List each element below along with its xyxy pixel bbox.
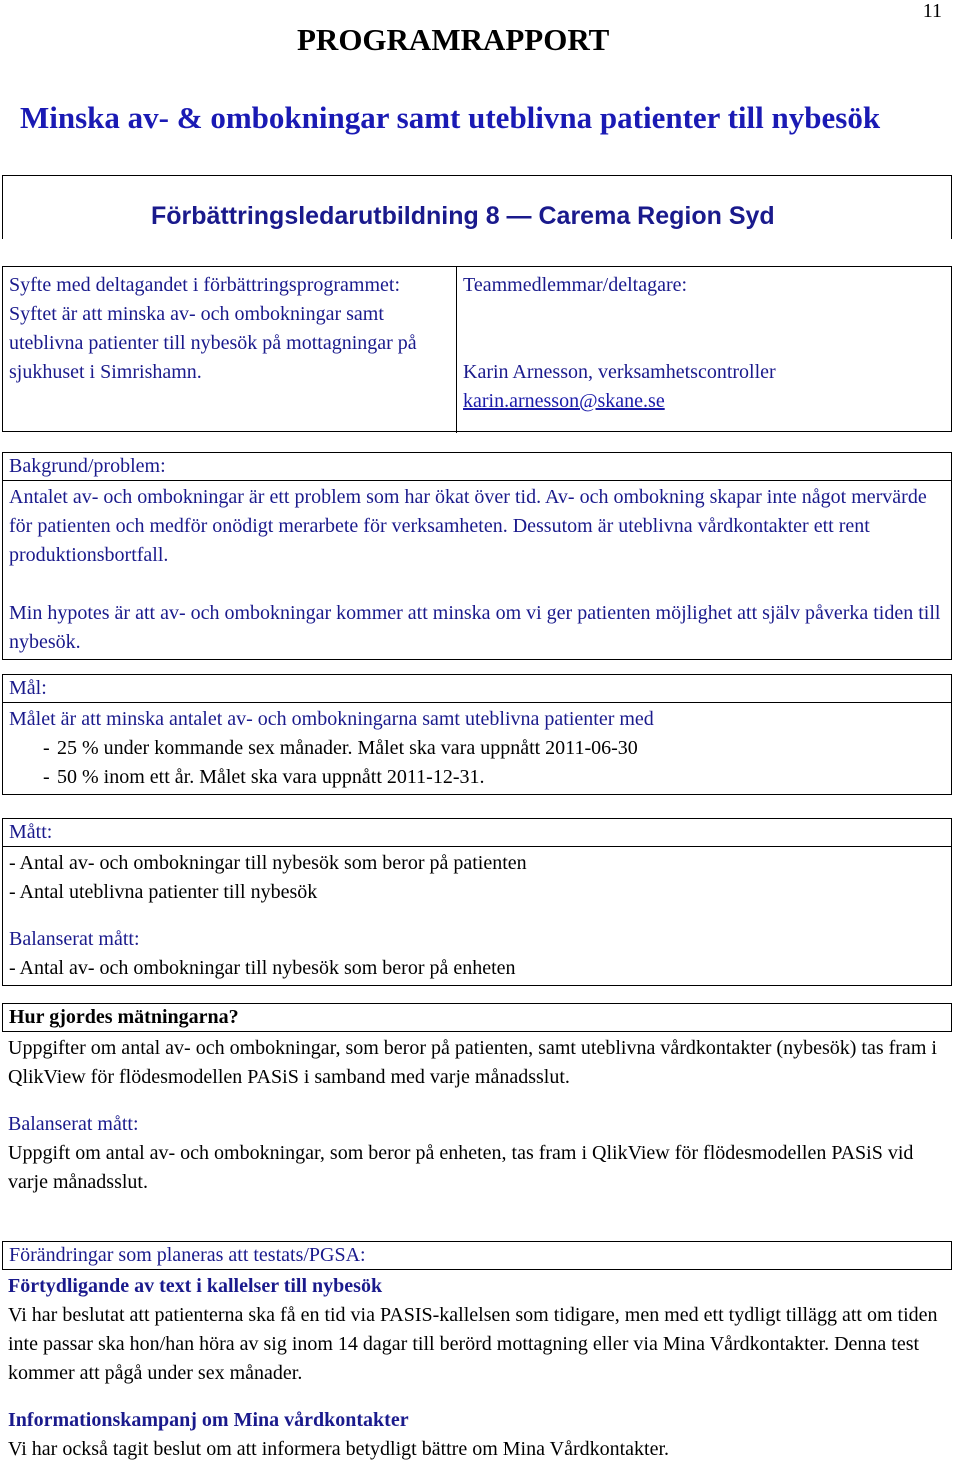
measurement-heading-box	[2, 1003, 952, 1032]
measurement-balanced-heading: Balanserat mått:	[8, 1113, 139, 1135]
measures-body	[2, 847, 952, 986]
background-section	[2, 452, 952, 660]
measure-1: - Antal av- och ombokningar till nybesök som beror på patienten	[9, 852, 527, 874]
changes-heading: Förändringar som planeras att testats/PGSA:	[9, 1244, 366, 1266]
measure-2: - Antal uteblivna patienter till nybesök	[9, 881, 318, 903]
measurement-paragraph-1: Uppgifter om antal av- och ombokningar, som beror på patienten, samt uteblivna vårdkontakter (nybesök) tas fram i QlikView för flödesmodellen PASiS i samband med varje månadsslut.	[8, 1037, 937, 1088]
goal-body	[2, 703, 952, 795]
change-1-paragraph: Vi har beslutat att patienterna ska få en tid via PASIS-kallelsen som tidigare, men med ett tydligt tillägg att om tiden inte passar ska hon/han höra av sig inom 14 dagar till berörd mottagning eller via Mina Vårdkontakter. Denna test kommer att pågå under sex månader.	[8, 1304, 938, 1384]
purpose-cell	[9, 271, 449, 387]
measures-section	[2, 818, 952, 986]
background-heading: Bakgrund/problem:	[9, 455, 166, 477]
measurement-body	[2, 1032, 952, 1197]
goal-heading: Mål:	[9, 677, 47, 699]
measurement-section	[2, 1003, 952, 1197]
page-number: 11	[922, 0, 942, 22]
team-heading: Teammedlemmar/deltagare:	[463, 274, 688, 296]
balanced-measure-1: - Antal av- och ombokningar till nybesök som beror på enheten	[9, 957, 516, 979]
goal-intro: Målet är att minska antalet av- och ombokningarna samt uteblivna patienter med	[9, 708, 654, 730]
goal-section	[2, 674, 952, 795]
table-divider	[456, 267, 457, 433]
background-paragraph-2: Min hypotes är att av- och ombokningar kommer att minska om vi ger patienten möjlighet att själv påverka tiden till nybesök.	[9, 602, 941, 653]
goal-item-text: 50 % inom ett år. Målet ska vara uppnått 2011-12-31.	[57, 766, 485, 788]
measurement-heading: Hur gjordes mätningarna?	[9, 1006, 239, 1028]
change-1-heading: Förtydligande av text i kallelser till nybesök	[8, 1275, 383, 1297]
program-name: Förbättringsledarutbildning 8 — Carema Region Syd	[151, 202, 775, 230]
balanced-measure-heading: Balanserat mått:	[9, 928, 140, 950]
change-2-paragraph: Vi har också tagit beslut om att informera betydligt bättre om Mina Vårdkontakter.	[8, 1438, 670, 1460]
changes-section	[2, 1241, 952, 1464]
purpose-text: Syftet är att minska av- och ombokningar samt uteblivna patienter till nybesök på mottagningar på sjukhuset i Simrishamn.	[9, 303, 417, 383]
background-body	[2, 481, 952, 660]
report-subtitle: Minska av- & ombokningar samt uteblivna patienter till nybesök	[20, 100, 881, 135]
team-member: Karin Arnesson, verksamhetscontroller	[463, 361, 776, 383]
measures-heading: Mått:	[9, 821, 53, 843]
background-heading-box	[2, 452, 952, 481]
team-email-link[interactable]: karin.arnesson@skane.se	[463, 390, 665, 412]
program-header-box	[2, 175, 952, 239]
document-title: PROGRAMRAPPORT	[297, 22, 610, 57]
change-2-heading: Informationskampanj om Mina vårdkontakter	[8, 1409, 409, 1431]
goal-item-text: 25 % under kommande sex månader. Målet ska vara uppnått 2011-06-30	[57, 737, 638, 759]
measurement-paragraph-2: Uppgift om antal av- och ombokningar, som beror på enheten, tas fram i QlikView för flödesmodellen PASiS vid varje månadsslut.	[8, 1142, 914, 1193]
goal-heading-box	[2, 674, 952, 703]
goal-item: - 25 % under kommande sex månader. Målet ska vara uppnått 2011-06-30	[9, 734, 951, 763]
changes-body	[2, 1270, 952, 1464]
background-paragraph-1: Antalet av- och ombokningar är ett problem som har ökat över tid. Av- och ombokning skapar inte något mervärde för patienten och medför onödigt merarbete för verksamheten. Dessutom är uteblivna vårdkontakter ett rent produktionsbortfall.	[9, 486, 927, 566]
changes-heading-box	[2, 1241, 952, 1270]
purpose-heading: Syfte med deltagandet i förbättringsprogrammet:	[9, 274, 400, 296]
team-cell	[463, 271, 943, 416]
purpose-team-table	[2, 266, 952, 432]
measures-heading-box	[2, 818, 952, 847]
goal-item: - 50 % inom ett år. Målet ska vara uppnått 2011-12-31.	[9, 763, 951, 792]
